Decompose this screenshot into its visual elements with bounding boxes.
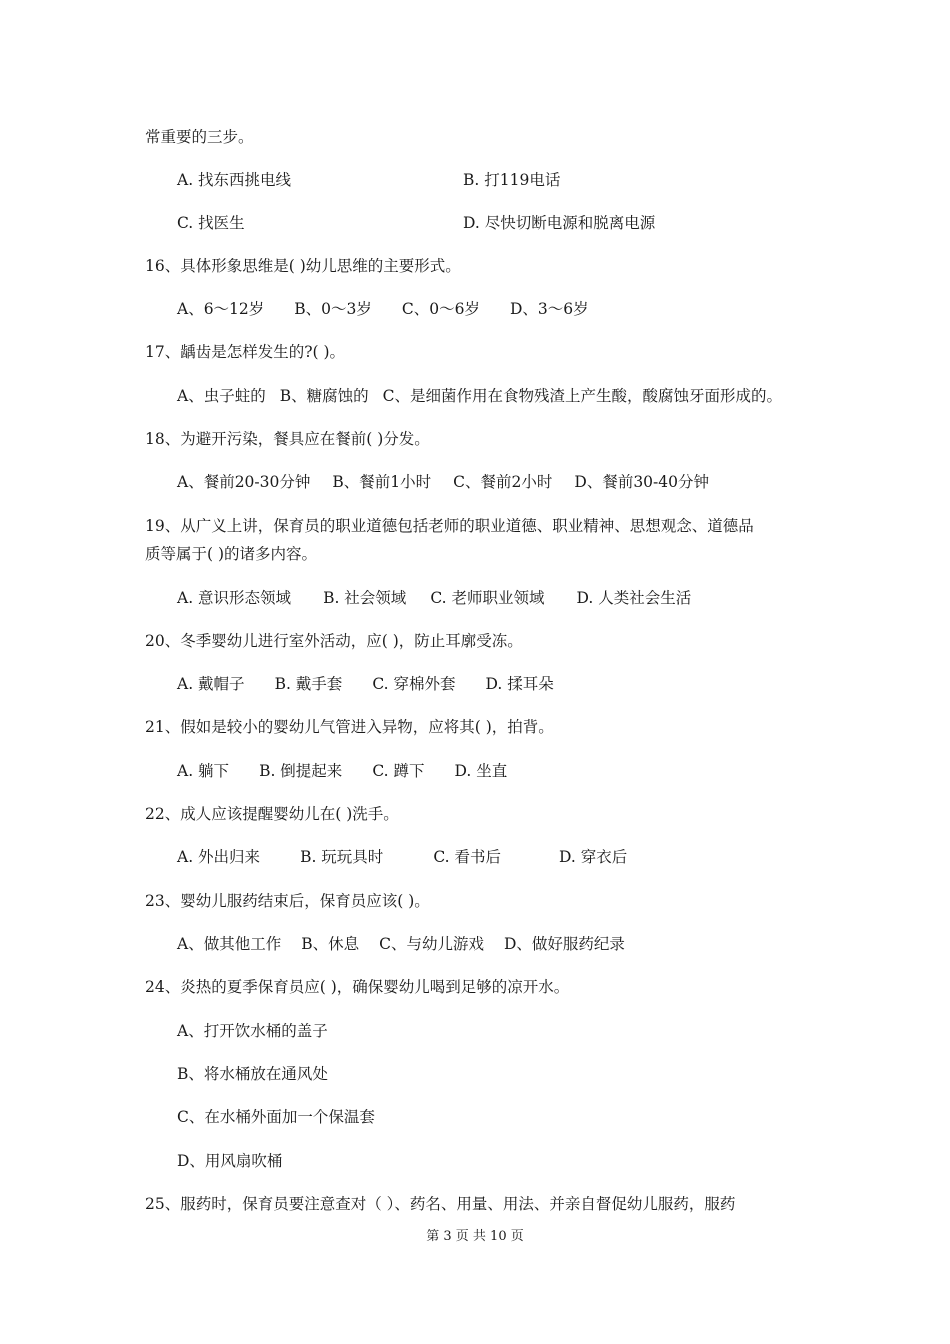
q24-option-b: B、将水桶放在通风处 [177,1065,328,1083]
q18-option-a: A、餐前20-30分钟 [177,473,311,491]
q19-option-b: B. 社会领域 [323,589,407,607]
q16-option-b: B、0～3岁 [294,300,372,318]
q16-option-d: D、3～6岁 [510,300,589,318]
question-15-stem-tail: 常重要的三步。 [145,128,254,146]
question-17-stem: 17、龋齿是怎样发生的?( )。 [145,343,346,361]
q16-option-c: C、0～6岁 [401,300,480,318]
q19-option-a: A. 意识形态领域 [177,589,292,607]
q15-option-b: B. 打119电话 [463,171,561,189]
q18-option-d: D、餐前30-40分钟 [574,473,710,491]
q20-option-c: C. 穿棉外套 [372,675,456,693]
q18-option-c: C、餐前2小时 [453,473,553,491]
q18-option-b: B、餐前1小时 [332,473,432,491]
question-21-options [177,761,507,781]
q22-option-c: C. 看书后 [433,848,501,866]
question-23-stem: 23、婴幼儿服药结束后，保育员应该( )。 [145,892,430,910]
q17-option-a: A、虫子蛀的 [177,387,266,405]
question-23-options [177,934,625,954]
q24-option-a: A、打开饮水桶的盖子 [177,1022,328,1040]
q16-option-a: A、6～12岁 [177,300,265,318]
question-16-stem: 16、具体形象思维是( )幼儿思维的主要形式。 [145,257,461,275]
q15-option-a: A. 找东西挑电线 [177,171,292,189]
q21-option-c: C. 蹲下 [372,762,425,780]
q17-option-b: B、糖腐蚀的 [279,387,369,405]
q15-option-c: C. 找医生 [177,214,245,232]
question-16-options [177,299,589,319]
q21-option-b: B. 倒提起来 [259,762,343,780]
question-22-options [177,847,627,867]
q22-option-d: D. 穿衣后 [558,848,628,866]
question-18-stem: 18、为避开污染，餐具应在餐前( )分发。 [145,430,430,448]
question-20-options [177,674,554,694]
q20-option-a: A. 戴帽子 [177,675,245,693]
page-number-footer: 第 3 页 共 10 页 [426,1229,524,1244]
q23-option-c: C、与幼儿游戏 [379,935,484,953]
q22-option-a: A. 外出归来 [177,848,261,866]
q24-option-c: C、在水桶外面加一个保温套 [177,1108,375,1126]
q23-option-d: D、做好服药纪录 [503,935,625,953]
q21-option-d: D. 坐直 [454,762,508,780]
q23-option-b: B、休息 [301,935,360,953]
question-19-stem-line1: 19、从广义上讲，保育员的职业道德包括老师的职业道德、职业精神、思想观念、道德品 [145,517,754,535]
question-20-stem: 20、冬季婴幼儿进行室外活动，应( )，防止耳廓受冻。 [145,632,523,650]
question-19-options [177,588,691,608]
q24-option-d: D、用风扇吹桶 [177,1152,283,1170]
q19-option-c: C. 老师职业领域 [430,589,545,607]
question-24-stem: 24、炎热的夏季保育员应( )，确保婴幼儿喝到足够的凉开水。 [145,978,570,996]
q20-option-d: D. 揉耳朵 [485,675,554,693]
question-18-options [177,472,709,492]
q20-option-b: B. 戴手套 [274,675,343,693]
question-19-stem-line2: 质等属于( )的诸多内容。 [145,545,318,563]
question-17-options [177,386,782,406]
q19-option-d: D. 人类社会生活 [576,589,692,607]
q22-option-b: B. 玩玩具时 [300,848,384,866]
q15-option-d: D. 尽快切断电源和脱离电源 [463,214,656,232]
q21-option-a: A. 躺下 [177,762,230,780]
question-25-stem: 25、服药时，保育员要注意查对（ ）、药名、用量、用法、并亲自督促幼儿服药，服药 [145,1195,736,1213]
question-21-stem: 21、假如是较小的婴幼儿气管进入异物，应将其( )，拍背。 [145,718,554,736]
q23-option-a: A、做其他工作 [177,935,282,953]
question-22-stem: 22、成人应该提醒婴幼儿在( )洗手。 [145,805,399,823]
q17-option-c: C、是细菌作用在食物残渣上产生酸，酸腐蚀牙面形成的。 [382,387,782,405]
